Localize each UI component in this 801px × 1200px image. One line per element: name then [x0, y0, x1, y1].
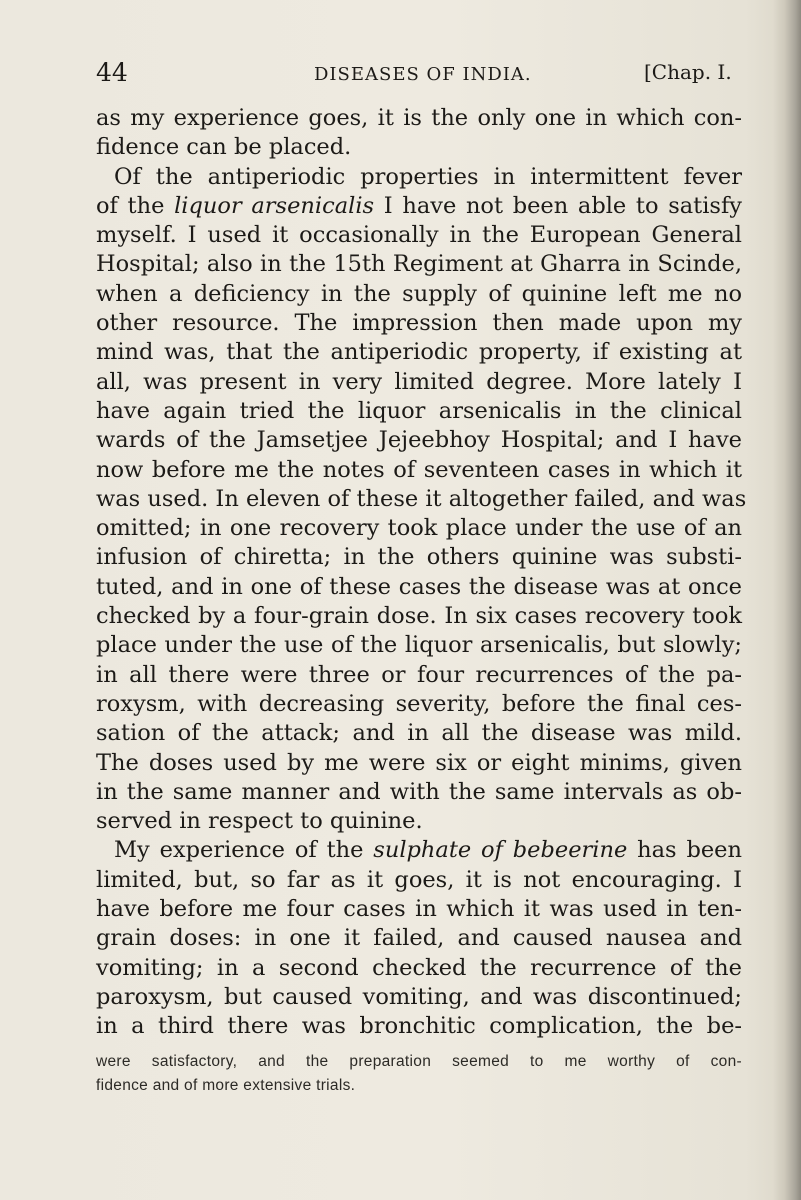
text-line: tuted, and in one of these cases the disease was at once [96, 573, 742, 600]
body-text [96, 104, 747, 1098]
text-line: sation of the attack; and in all the disease was mild. [96, 720, 742, 747]
page-edge-shadow [773, 0, 801, 1200]
text-line: myself. I used it occasionally in the European General [96, 222, 742, 249]
text-line: checked by a four-grain dose. In six cases recovery took [96, 603, 742, 630]
italic-term: sulphate of bebeerine [373, 837, 628, 864]
text-fragment: of the [96, 192, 175, 219]
text-line: mind was, that the antiperiodic property, if existing at [96, 339, 742, 366]
text-line: was used. In eleven of these it altogether failed, and was [96, 485, 747, 512]
running-title: DISEASES OF INDIA. [314, 64, 532, 85]
text-line: served in respect to quinine. [96, 808, 423, 835]
text-line: have again tried the liquor arsenicalis in the clinical [96, 397, 742, 424]
text-line [96, 836, 742, 865]
page-header [96, 58, 736, 88]
text-line: infusion of chiretta; in the others quinine was substi- [96, 544, 742, 571]
text-line: other resource. The impression then made upon my [96, 310, 742, 337]
text-fragment: has been [637, 837, 742, 864]
text-line: all, was present in very limited degree. More lately I [96, 368, 742, 395]
text-line: have before me four cases in which it was used in ten- [96, 896, 742, 923]
text-line: Hospital; also in the 15th Regiment at Gharra in Scinde, [96, 251, 742, 278]
text-line: limited, but, so far as it goes, it is not encouraging. I [96, 866, 742, 893]
text-line-small: fidence and of more extensive trials. [96, 1076, 356, 1094]
text-line: roxysm, with decreasing severity, before the final ces- [96, 690, 742, 717]
text-fragment: I have not been able to satisfy [383, 192, 742, 219]
text-line: as my experience goes, it is the only one in which con- [96, 105, 742, 131]
text-line: in the same manner and with the same intervals as ob- [96, 778, 742, 805]
text-fragment: My experience of the [114, 837, 364, 864]
text-line: vomiting; in a second checked the recurrence of the [96, 954, 742, 981]
italic-term: liquor arsenicalis [174, 192, 375, 219]
text-line: in all there were three or four recurrences of the pa- [96, 661, 742, 688]
chapter-reference: [Chap. I. [644, 60, 732, 84]
text-line [96, 192, 742, 221]
text-line: grain doses: in one it failed, and caused nausea and [96, 925, 742, 952]
text-line-small: were satisfactory, and the preparation seemed to me worthy of con- [96, 1052, 742, 1070]
page-number: 44 [96, 58, 128, 87]
text-line: The doses used by me were six or eight minims, given [96, 749, 742, 776]
text-line: now before me the notes of seventeen cases in which it [96, 456, 742, 483]
text-line: fidence can be placed. [96, 134, 352, 161]
text-line: when a deficiency in the supply of quinine left me no [96, 280, 742, 307]
text-line: place under the use of the liquor arsenicalis, but slowly; [96, 632, 742, 659]
text-line: in a third there was bronchitic complication, the be- [96, 1013, 742, 1040]
text-line: omitted; in one recovery took place under the use of an [96, 515, 742, 542]
text-line: wards of the Jamsetjee Jejeebhoy Hospital; and I have [96, 427, 742, 454]
text-line: Of the antiperiodic properties in intermittent fever [114, 163, 742, 190]
text-line: paroxysm, but caused vomiting, and was discontinued; [96, 983, 742, 1010]
